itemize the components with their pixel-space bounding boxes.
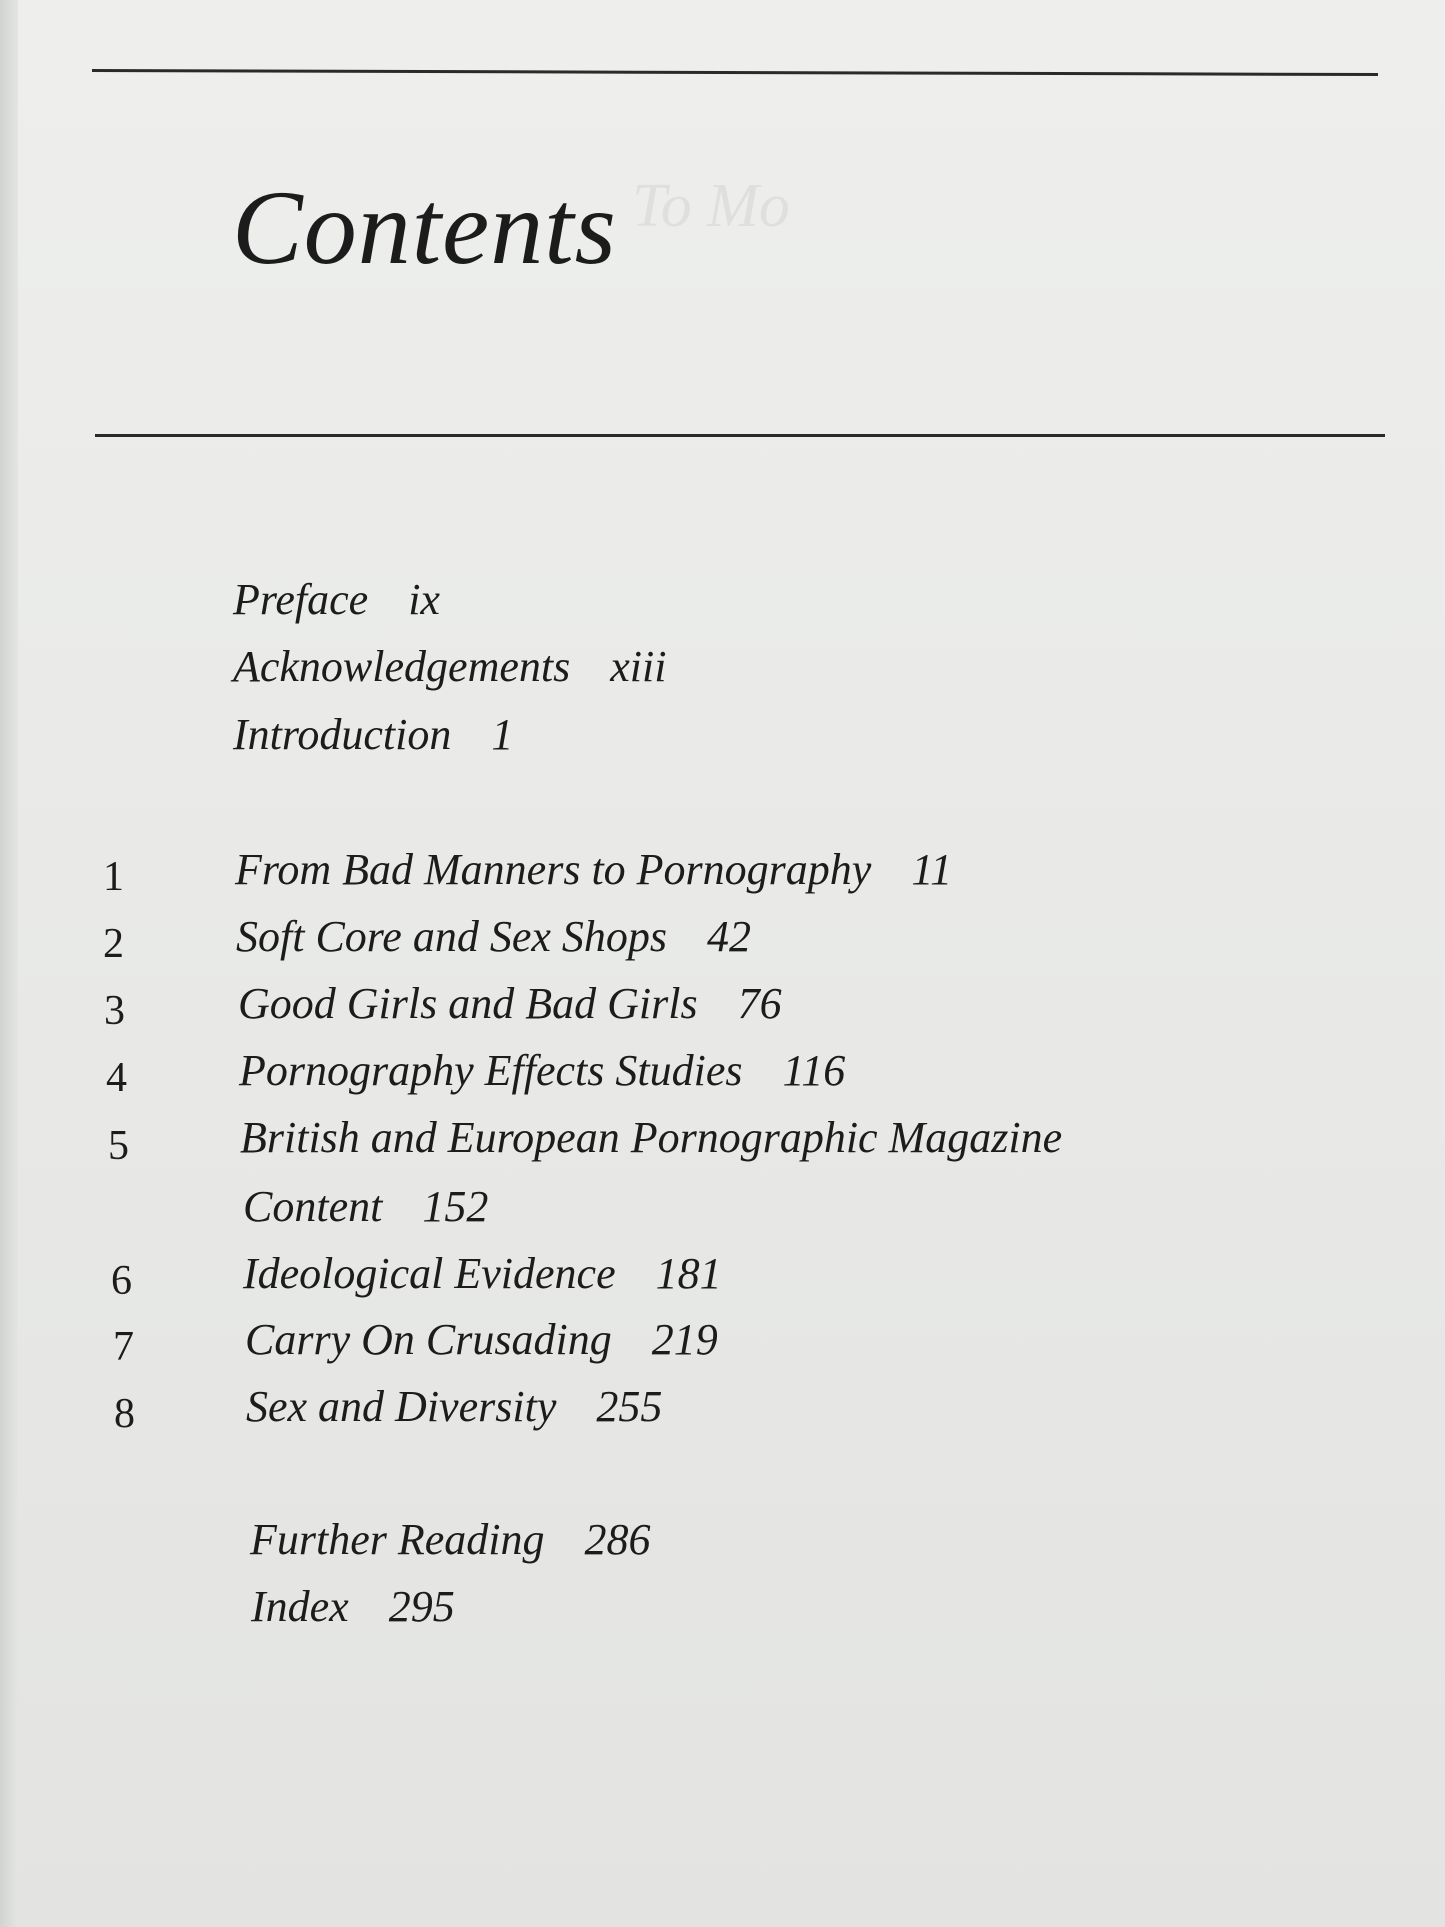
toc-entry-page: 255 <box>596 1382 663 1431</box>
toc-entry-page: 76 <box>737 979 782 1028</box>
toc-entry-page: 1 <box>491 710 514 759</box>
chapter-number: 1 <box>103 854 124 900</box>
toc-entry-page: 11 <box>911 845 953 894</box>
toc-entry-title: Preface <box>233 575 369 624</box>
chapter-number: 5 <box>108 1123 129 1169</box>
chapter-number: 6 <box>111 1258 132 1304</box>
page-edge-shadow <box>0 0 18 1927</box>
toc-entry-title: Carry On Crusading <box>245 1315 612 1364</box>
toc-entry-title: Index <box>251 1582 349 1631</box>
toc-entry-title: Pornography Effects Studies <box>239 1046 743 1095</box>
toc-entry-page: xiii <box>610 642 667 691</box>
toc-entry-title: Soft Core and Sex Shops <box>236 912 667 961</box>
toc-entry-chapter-6[interactable] <box>243 1249 722 1298</box>
chapter-number: 2 <box>103 921 124 967</box>
toc-entry-title: Further Reading <box>250 1515 545 1564</box>
toc-entry-title: Introduction <box>233 710 452 759</box>
toc-entry-chapter-1[interactable] <box>235 845 953 894</box>
toc-entry-title: Good Girls and Bad Girls <box>238 979 698 1028</box>
title-rule <box>95 434 1385 437</box>
toc-entry-chapter-2[interactable] <box>236 912 751 961</box>
chapter-number: 3 <box>104 988 125 1034</box>
toc-entry-chapter-3[interactable] <box>238 979 782 1028</box>
toc-entry-title: Ideological Evidence <box>243 1249 616 1298</box>
toc-entry-page: 286 <box>584 1515 651 1564</box>
top-rule <box>92 69 1378 76</box>
toc-entry-page: 181 <box>655 1249 722 1298</box>
page-title: Contents <box>232 169 617 286</box>
toc-entry-page: 116 <box>782 1046 846 1095</box>
chapter-number: 8 <box>114 1391 135 1437</box>
toc-entry-index[interactable] <box>251 1582 455 1631</box>
toc-entry-preface[interactable] <box>233 575 440 624</box>
toc-entry-page: ix <box>408 575 440 624</box>
toc-entry-title-continued: Content <box>243 1182 383 1231</box>
toc-entry-chapter-4[interactable] <box>239 1046 846 1095</box>
toc-entry-introduction[interactable] <box>233 710 514 759</box>
toc-entry-chapter-8[interactable] <box>246 1382 663 1431</box>
toc-entry-further-reading[interactable] <box>250 1515 651 1564</box>
toc-entry-acknowledgements[interactable] <box>233 642 667 691</box>
chapter-number: 4 <box>106 1055 127 1101</box>
toc-entry-page: 219 <box>651 1315 718 1364</box>
toc-entry-chapter-5-continued[interactable] <box>243 1182 489 1231</box>
toc-entry-title: Sex and Diversity <box>246 1382 557 1431</box>
toc-entry-title: Acknowledgements <box>233 642 571 691</box>
toc-entry-chapter-5[interactable] <box>240 1113 1063 1162</box>
toc-entry-title: British and European Pornographic Magazine <box>240 1113 1063 1162</box>
chapter-number: 7 <box>113 1324 134 1370</box>
toc-entry-page: 152 <box>422 1182 489 1231</box>
toc-entry-title: From Bad Manners to Pornography <box>235 845 872 894</box>
toc-entry-page: 42 <box>707 912 751 961</box>
toc-entry-page: 295 <box>388 1582 455 1631</box>
toc-entry-chapter-7[interactable] <box>245 1315 718 1364</box>
show-through-text: To Mo <box>632 172 790 240</box>
